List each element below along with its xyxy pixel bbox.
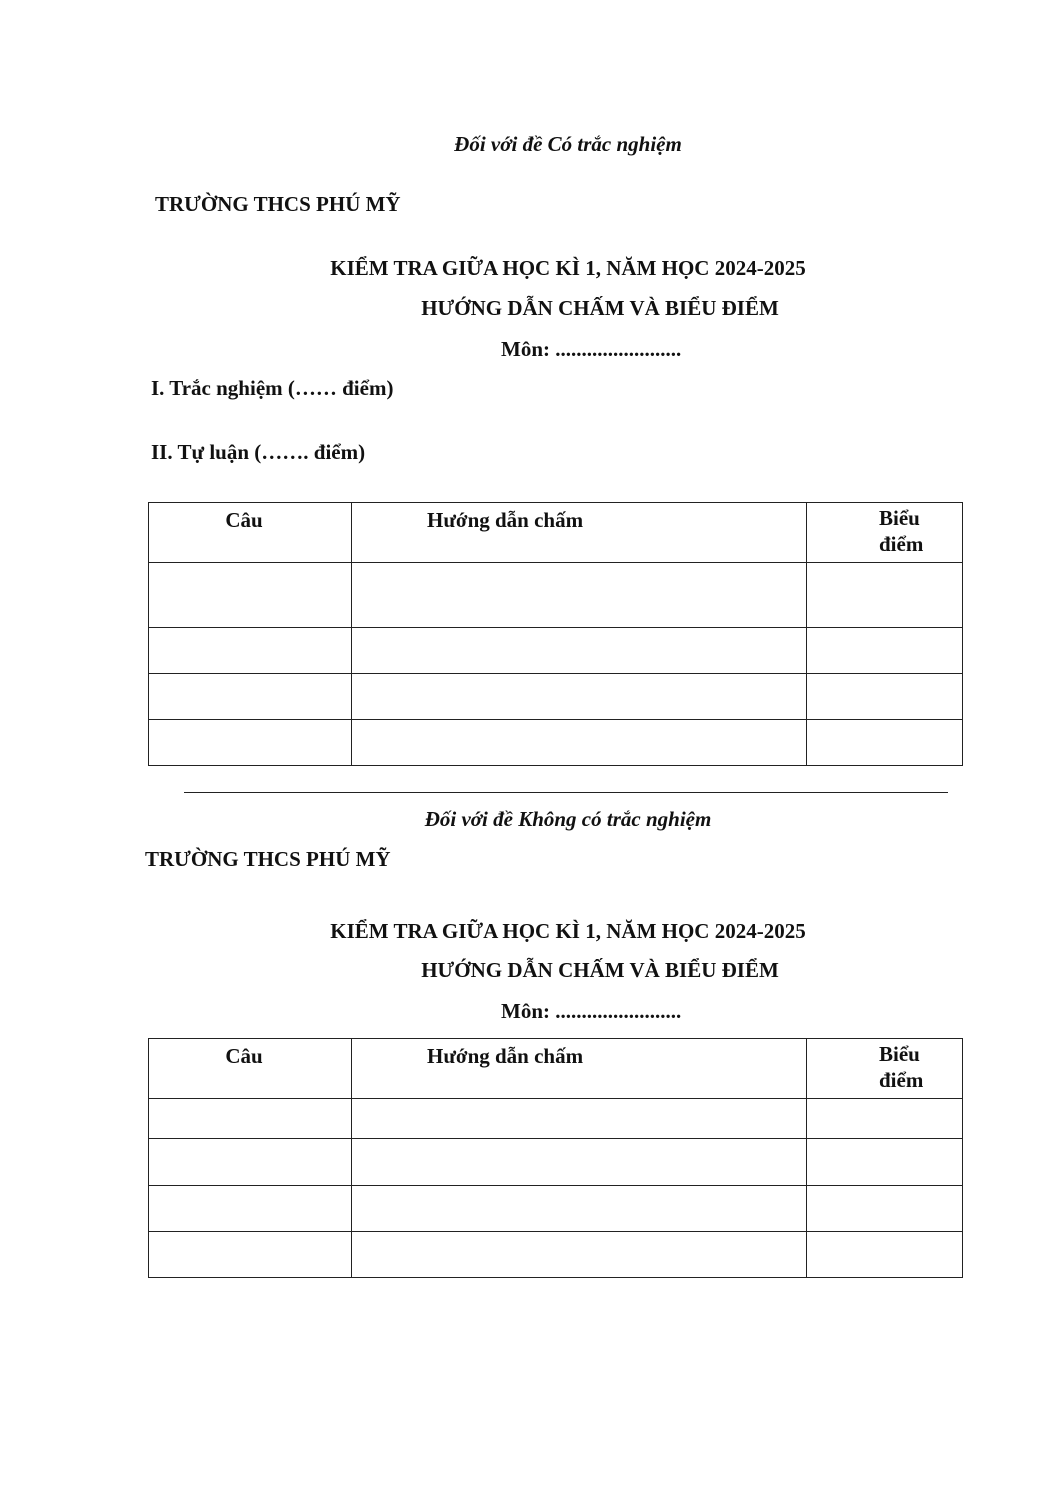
header-cell-cau	[149, 1039, 352, 1099]
header-bieu-label: Biểu	[879, 506, 920, 530]
section2-school-name: TRƯỜNG THCS PHÚ MỸ	[145, 847, 391, 871]
table-cell	[149, 674, 352, 720]
table-cell	[149, 1099, 352, 1139]
table-cell	[149, 720, 352, 766]
table-row	[149, 563, 963, 628]
table-cell	[149, 1139, 352, 1186]
section1-heading: Đối với đề Có trắc nghiệm	[454, 132, 682, 156]
table-cell	[807, 720, 963, 766]
table-header-row	[149, 503, 963, 563]
table-row	[149, 674, 963, 720]
table-cell	[352, 563, 807, 628]
header-huong-dan-label: Hướng dẫn chấm	[427, 508, 584, 532]
section2-subject: Môn: ........................	[501, 999, 682, 1023]
table-row	[149, 1232, 963, 1278]
table-row	[149, 1186, 963, 1232]
section2-exam-title: KIỂM TRA GIỮA HỌC KÌ 1, NĂM HỌC 2024-2025	[330, 919, 806, 943]
table-cell	[807, 563, 963, 628]
table-cell	[352, 720, 807, 766]
section-divider	[184, 792, 948, 793]
header-bieu-label: Biểu	[879, 1042, 920, 1066]
table-cell	[149, 628, 352, 674]
section1-grading-table	[148, 502, 963, 766]
header-cell-huong-dan-cham	[352, 503, 807, 563]
section1-school-name: TRƯỜNG THCS PHÚ MỸ	[155, 192, 401, 216]
table-cell	[807, 628, 963, 674]
header-cell-bieu-diem	[807, 503, 963, 563]
header-cau-label: Câu	[225, 1044, 263, 1068]
section2-subtitle: HƯỚNG DẪN CHẤM VÀ BIỂU ĐIỂM	[421, 958, 779, 982]
section1-subtitle: HƯỚNG DẪN CHẤM VÀ BIỂU ĐIỂM	[421, 296, 779, 320]
table-cell	[149, 1186, 352, 1232]
header-diem-label: điểm	[879, 1068, 924, 1092]
table-cell	[807, 1186, 963, 1232]
section2-heading: Đối với đề Không có trắc nghiệm	[424, 807, 712, 831]
table-cell	[352, 1099, 807, 1139]
section1-part-essay: II. Tự luận (……. điểm)	[151, 440, 366, 464]
table-cell	[352, 1186, 807, 1232]
table-header-row	[149, 1039, 963, 1099]
table-cell	[352, 628, 807, 674]
table-row	[149, 720, 963, 766]
table-cell	[149, 1232, 352, 1278]
section1-subject: Môn: ........................	[501, 337, 682, 361]
table-row	[149, 1139, 963, 1186]
table-row	[149, 1099, 963, 1139]
table-row	[149, 628, 963, 674]
table-cell	[149, 563, 352, 628]
header-diem-label: điểm	[879, 532, 924, 556]
header-cell-cau	[149, 503, 352, 563]
table-cell	[807, 1139, 963, 1186]
header-huong-dan-label: Hướng dẫn chấm	[427, 1044, 584, 1068]
header-cau-label: Câu	[225, 508, 263, 532]
section1-part-multiple-choice: I. Trắc nghiệm (…… điểm)	[151, 376, 394, 400]
header-cell-bieu-diem	[807, 1039, 963, 1099]
table-cell	[807, 674, 963, 720]
section1-exam-title: KIỂM TRA GIỮA HỌC KÌ 1, NĂM HỌC 2024-2025	[330, 256, 806, 280]
table-cell	[807, 1232, 963, 1278]
table-cell	[352, 1139, 807, 1186]
table-cell	[352, 1232, 807, 1278]
section2-grading-table	[148, 1038, 963, 1278]
header-cell-huong-dan-cham	[352, 1039, 807, 1099]
table-cell	[807, 1099, 963, 1139]
table-cell	[352, 674, 807, 720]
